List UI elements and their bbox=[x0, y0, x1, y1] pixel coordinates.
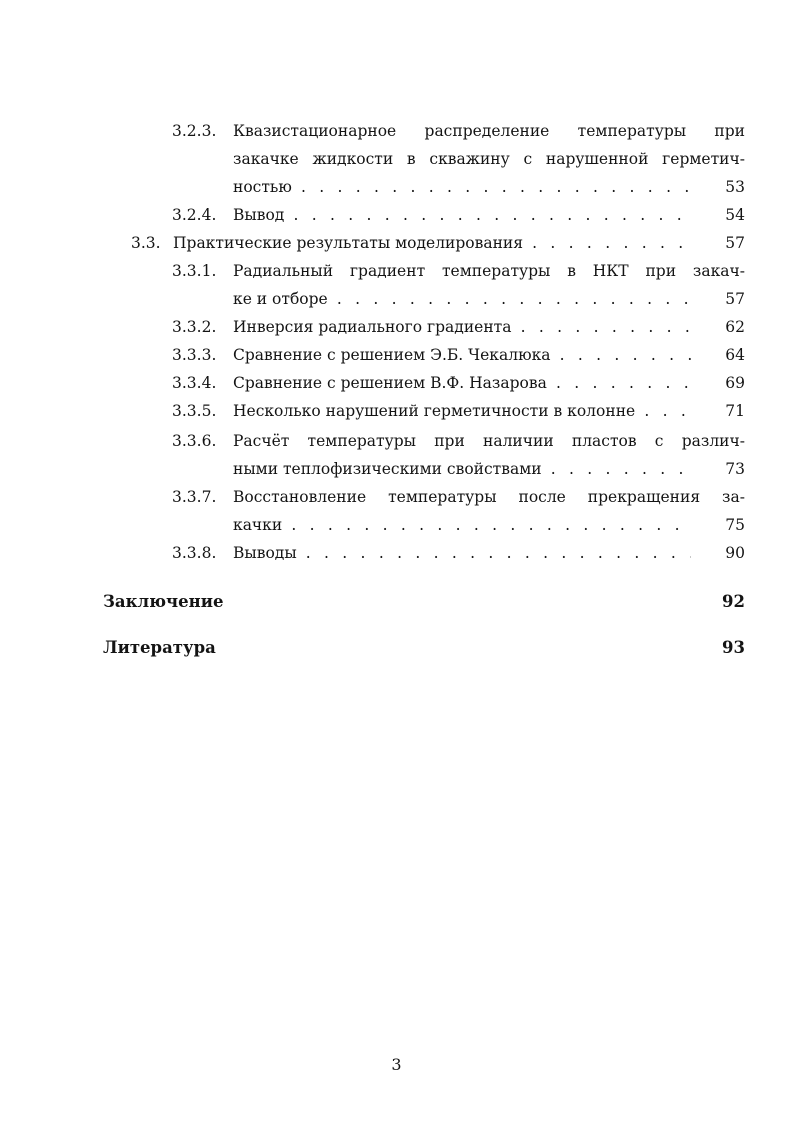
toc-entry-3-3[interactable] bbox=[131, 231, 745, 255]
section-title-line: Квазистационарное распределение температуры при bbox=[233, 122, 745, 140]
page-number-ref: 92 bbox=[722, 592, 745, 611]
page-number-ref: 53 bbox=[725, 178, 745, 196]
section-title: Выводы . . . bbox=[233, 541, 691, 565]
section-title-line: Восстановление температуры после прекращения за- bbox=[233, 488, 745, 506]
section-number: 3.3.4. bbox=[172, 374, 217, 392]
page-number-ref: 69 bbox=[725, 374, 745, 392]
section-number: 3.3.2. bbox=[172, 318, 217, 336]
toc-entry-3-3-6[interactable] bbox=[172, 429, 745, 453]
toc-entry-3-3-2[interactable] bbox=[172, 315, 745, 339]
toc-chapter-conclusion[interactable] bbox=[103, 589, 745, 615]
page-number-ref: 73 bbox=[725, 460, 745, 478]
toc-entry-3-3-5[interactable] bbox=[172, 399, 745, 423]
toc-entry-3-3-4[interactable] bbox=[172, 371, 745, 395]
toc-entry-3-2-4[interactable] bbox=[172, 203, 745, 227]
toc-entry-3-3-8[interactable] bbox=[172, 541, 745, 565]
toc-entry-3-3-7-last bbox=[233, 513, 745, 537]
section-title: Сравнение с решением В.Ф. Назарова . . . bbox=[233, 371, 691, 395]
chapter-title: Заключение bbox=[103, 592, 224, 611]
page-number-ref: 62 bbox=[725, 318, 745, 336]
section-number: 3.3.8. bbox=[172, 544, 217, 562]
toc-entry-3-2-3-last bbox=[233, 175, 745, 199]
section-number: 3.2.3. bbox=[172, 122, 217, 140]
page-number-ref: 90 bbox=[725, 544, 745, 562]
section-number: 3.3.5. bbox=[172, 402, 217, 420]
section-title-line: закачке жидкости в скважину с нарушенной герметич- bbox=[233, 150, 745, 168]
section-number: 3.3.1. bbox=[172, 262, 217, 280]
section-title: Сравнение с решением Э.Б. Чекалюка . . . bbox=[233, 343, 691, 367]
page-number-ref: 93 bbox=[722, 638, 745, 657]
chapter-title: Литература bbox=[103, 638, 216, 657]
page-number-ref: 57 bbox=[725, 234, 745, 252]
toc-entry-3-2-3-cont bbox=[233, 147, 745, 171]
toc-entry-3-2-3[interactable] bbox=[172, 119, 745, 143]
section-title: Инверсия радиального градиента . . . bbox=[233, 315, 691, 339]
section-title: Несколько нарушений герметичности в колонне . . . bbox=[233, 399, 691, 423]
section-title-line: качки . . . bbox=[233, 513, 691, 537]
page-number-ref: 71 bbox=[725, 402, 745, 420]
section-number: 3.3.3. bbox=[172, 346, 217, 364]
toc-entry-3-3-7[interactable] bbox=[172, 485, 745, 509]
toc-entry-3-3-3[interactable] bbox=[172, 343, 745, 367]
section-number: 3.2.4. bbox=[172, 206, 217, 224]
page-number: 3 bbox=[391, 1055, 402, 1074]
section-title: Вывод . . . bbox=[233, 203, 691, 227]
section-title-line: Радиальный градиент температуры в НКТ при закач- bbox=[233, 262, 745, 280]
section-title-line: Расчёт температуры при наличии пластов с различ- bbox=[233, 432, 745, 450]
page-number-ref: 57 bbox=[725, 290, 745, 308]
toc-entry-3-3-6-last bbox=[233, 457, 745, 481]
section-number: 3.3. bbox=[131, 234, 161, 252]
section-title-line: ностью . . . bbox=[233, 175, 691, 199]
section-number: 3.3.7. bbox=[172, 488, 217, 506]
section-title-line: ными теплофизическими свойствами . . . bbox=[233, 457, 691, 481]
section-title-line: ке и отборе . . . bbox=[233, 287, 691, 311]
toc-chapter-literature[interactable] bbox=[103, 635, 745, 661]
page-number-ref: 64 bbox=[725, 346, 745, 364]
page-number-ref: 54 bbox=[725, 206, 745, 224]
section-title: Практические результаты моделирования . . . bbox=[173, 231, 691, 255]
toc-entry-3-3-1[interactable] bbox=[172, 259, 745, 283]
toc-entry-3-3-1-last bbox=[233, 287, 745, 311]
section-number: 3.3.6. bbox=[172, 432, 217, 450]
page-number-ref: 75 bbox=[725, 516, 745, 534]
